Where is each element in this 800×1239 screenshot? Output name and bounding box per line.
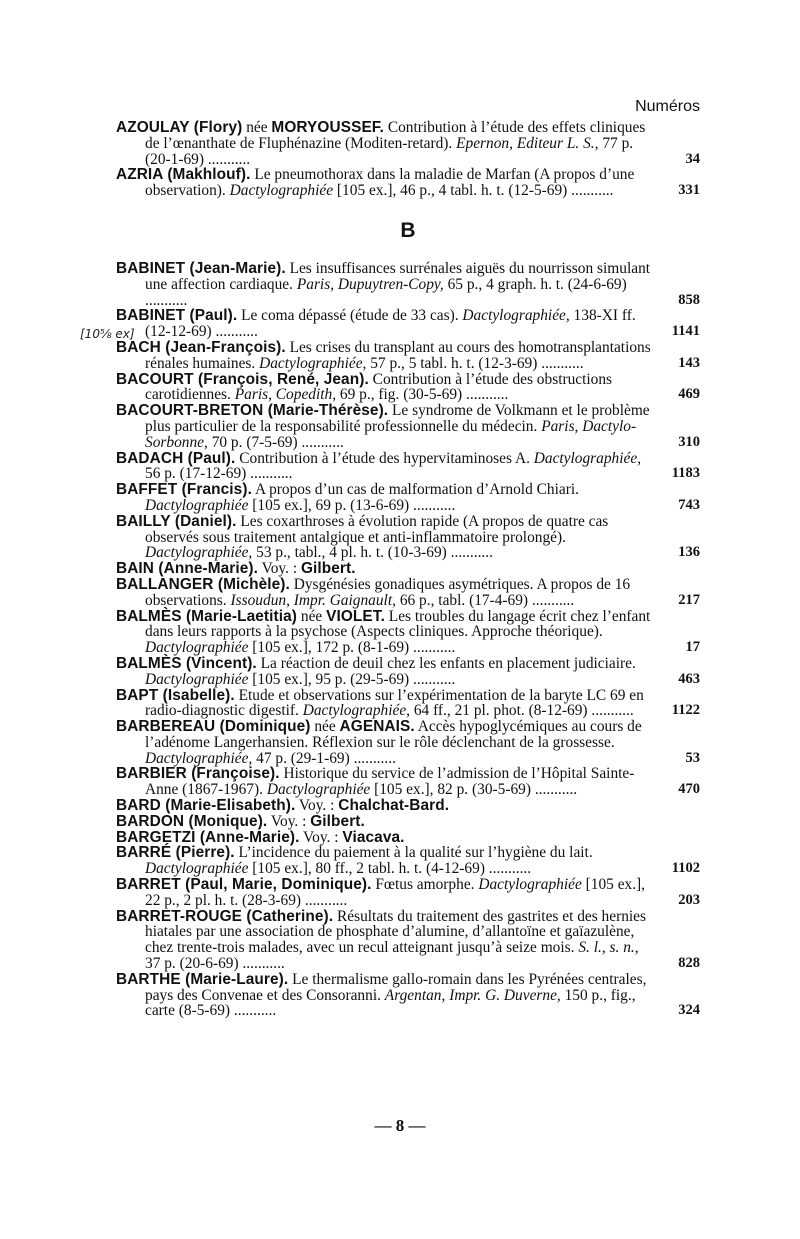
author-name: BARDON (Monique).: [116, 812, 268, 830]
entry-text: [116, 482, 700, 514]
pagination-date: 69 p., fig. (30-5-69): [336, 386, 463, 404]
bibliography-entry: [116, 577, 700, 609]
author-name: AZOULAY (Flory): [116, 119, 243, 136]
pagination-date: 70 p. (7-5-69): [207, 433, 298, 451]
thesis-title: Les coxarthroses à évolution rapide (A propos de quatre cas observés sous traitement antalgique et anti-inflammatoire prolongé).: [145, 512, 609, 546]
pagination-date: 77 p. (20-1-69): [145, 134, 634, 168]
bibliography-entry: [116, 719, 700, 766]
publisher: S. l., s. n.,: [578, 939, 639, 957]
entry-number: 1141: [671, 323, 700, 340]
leader-dots: ...........: [462, 386, 509, 404]
author-nee: née: [297, 607, 327, 625]
thesis-title: Etude et observations sur l’expérimentation de la baryte LC 69 en radio-diagnostic digestif.: [145, 686, 644, 720]
entry-number: 203: [678, 891, 700, 908]
entry-text: [116, 814, 700, 830]
pagination-date: [105 ex.], 80 ff., 2 tabl. h. t. (4-12-69): [248, 860, 485, 878]
entries-list-b: [116, 261, 700, 1019]
see-reference: Gilbert.: [310, 812, 365, 830]
entry-number: 1183: [671, 465, 700, 482]
entry-text: [116, 561, 700, 577]
author-name: BARRET-ROUGE (Catherine).: [116, 907, 334, 925]
thesis-title: Voy. :: [267, 812, 311, 830]
leader-dots: ...........: [230, 1002, 277, 1020]
pagination-date: 65 p., 4 graph. h. t. (24-6-69): [443, 275, 627, 293]
entry-text: [116, 167, 700, 199]
publisher: Dactylographiée,: [533, 449, 642, 467]
bibliography-entry: [116, 972, 700, 1019]
entry-text: [116, 403, 700, 450]
entry-number: 143: [678, 354, 700, 371]
publisher: Dactylographiée: [145, 670, 249, 688]
thesis-title: A propos d’un cas de malformation d’Arnold Chiari.: [251, 481, 579, 499]
publisher: Dactylographiée: [145, 860, 249, 878]
bibliography-entry: [116, 261, 700, 308]
entry-text: [116, 514, 700, 561]
entry-text: [116, 120, 700, 167]
leader-dots: ...........: [567, 182, 614, 200]
publisher: Dactylographiée,: [302, 702, 410, 720]
author-name: BARD (Marie-Elisabeth).: [116, 797, 296, 815]
author-name: BAIN (Anne-Marie).: [116, 560, 259, 578]
publisher: Paris, Dactylo-Sorbonne,: [145, 417, 637, 451]
entry-number: 136: [678, 544, 700, 561]
publisher: Dactylographiée: [145, 496, 249, 514]
bibliography-entry: [116, 766, 700, 798]
pagination-date: 53 p., tabl., 4 pl. h. t. (10-3-69): [252, 544, 447, 562]
thesis-title: Les crises du transplant au cours des homotransplantations rénales humaines.: [145, 338, 651, 372]
leader-dots: ...........: [246, 465, 293, 483]
entry-text: [116, 798, 700, 814]
publisher: Dactylographiée: [266, 781, 371, 799]
author-name: BARGETZI (Anne-Marie).: [116, 828, 300, 846]
bibliography-entry: [116, 814, 700, 830]
leader-dots: ...........: [211, 323, 258, 341]
entry-text: [116, 972, 700, 1019]
entry-number: 53: [685, 749, 700, 766]
author-name: BAPT (Isabelle).: [116, 686, 235, 704]
author-name: BABINET (Jean-Marie).: [116, 259, 286, 277]
see-reference: Chalchat-Bard.: [338, 797, 450, 815]
entry-number: 470: [678, 781, 700, 798]
entry-number: 743: [678, 496, 700, 513]
thesis-title: Le thermalisme gallo-romain dans les Pyrénées centrales, pays des Convenae et des Consoranni.: [145, 970, 647, 1004]
thesis-title: La réaction de deuil chez les enfants en placement judiciaire.: [256, 654, 636, 672]
leader-dots: ...........: [528, 591, 575, 609]
pagination-date: 138-XI ff. (12-12-69): [145, 307, 636, 341]
leader-dots: ...........: [530, 781, 578, 799]
author-name: BACOURT (François, René, Jean).: [116, 370, 369, 388]
section-letter: B: [400, 218, 416, 242]
author-nee: née: [310, 718, 340, 736]
bibliography-entry: [116, 845, 700, 877]
thesis-title: Historique du service de l’admission de l’Hôpital Sainte-Anne (1867-1967).: [145, 765, 635, 799]
publisher: Dactylographiée: [478, 876, 582, 894]
pagination-date: 37 p. (20-6-69): [145, 955, 239, 973]
entry-text: [116, 877, 700, 909]
maiden-name: VIOLET.: [326, 607, 385, 625]
author-name: BALMÈS (Marie-Laetitia): [116, 607, 298, 625]
entry-number: 310: [678, 433, 700, 450]
entry-text: [116, 830, 700, 846]
entry-text: [116, 372, 700, 404]
leader-dots: ...........: [301, 891, 348, 909]
bibliography-entry: [116, 877, 700, 909]
publisher: Epernon, Editeur L. S.,: [456, 134, 599, 152]
pagination-date: 64 ff., 21 pl. phot. (8-12-69): [410, 702, 588, 720]
thesis-title: L’incidence du paiement à la qualité sur l’hygiène du lait.: [234, 844, 593, 862]
thesis-title: Voy. :: [299, 828, 343, 846]
publisher: Dactylographiée: [229, 182, 334, 200]
pagination-date: 66 p., tabl. (17-4-69): [395, 591, 529, 609]
author-name: BADACH (Paul).: [116, 449, 236, 467]
leader-dots: ...........: [409, 496, 456, 514]
page-body: [116, 120, 700, 1019]
entry-number: 324: [678, 1002, 700, 1019]
bibliography-entry: [116, 451, 700, 483]
publisher: Paris, Dupuytren-Copy,: [296, 275, 444, 293]
entry-number: 1122: [671, 702, 700, 719]
leader-dots: ...........: [409, 670, 456, 688]
leader-dots: ...........: [409, 639, 456, 657]
entry-text: [116, 577, 700, 609]
bibliography-entry: [116, 798, 700, 814]
bibliography-entry: [116, 830, 700, 846]
leader-dots: ...........: [484, 860, 532, 878]
pagination-date: 56 p. (17-12-69): [145, 465, 247, 483]
thesis-title: Fœtus amorphe.: [371, 876, 479, 894]
author-name: BARTHE (Marie-Laure).: [116, 970, 289, 988]
maiden-name: AGENAIS.: [339, 718, 415, 736]
thesis-title: Contribution à l’étude des hypervitaminoses A.: [235, 449, 534, 467]
thesis-title: Contribution à l’étude des effets cliniques de l’œnanthate de Fluphénazine (Moditen-retard).: [145, 119, 646, 152]
bibliography-entry: [116, 167, 700, 199]
publisher: Paris, Copedith,: [234, 386, 337, 404]
pagination-date: [105 ex.], 69 p. (13-6-69): [248, 496, 410, 514]
author-name: BABINET (Paul).: [116, 307, 238, 325]
author-name: BARRÉ (Pierre).: [116, 844, 235, 862]
bibliography-entry: [116, 340, 700, 372]
entry-text: [116, 719, 700, 766]
bibliography-entry: [116, 514, 700, 561]
see-reference: Gilbert.: [300, 560, 356, 578]
page-number: — 8 —: [374, 1116, 426, 1135]
page-header: Numéros: [635, 98, 700, 115]
entry-text: [116, 451, 700, 483]
thesis-title: Voy. :: [258, 560, 301, 578]
entry-number: 1102: [671, 860, 700, 877]
bibliography-entry: [116, 909, 700, 972]
publisher: Issoudun, Impr. Gaignault,: [230, 591, 396, 609]
maiden-name: MORYOUSSEF.: [271, 119, 384, 136]
author-name: AZRIA (Makhlouf).: [116, 166, 251, 184]
author-name: BAFFET (Francis).: [116, 481, 252, 499]
entry-text: [116, 766, 700, 798]
bibliography-entry: [116, 656, 700, 688]
leader-dots: ...........: [145, 291, 188, 309]
publisher: Argentan, Impr. G. Duverne,: [384, 986, 561, 1004]
pagination-date: [105 ex.], 22 p., 2 pl. h. t. (28-3-69): [145, 876, 646, 909]
entry-number: 463: [678, 670, 700, 687]
bibliography-entry: [116, 609, 700, 656]
author-nee: née: [242, 119, 272, 136]
author-name: BACOURT-BRETON (Marie-Thérèse).: [116, 402, 389, 420]
entry-number: 469: [678, 386, 700, 403]
entry-number: 217: [678, 591, 700, 608]
bibliography-entry: [116, 120, 700, 167]
author-name: BARBIER (Françoise).: [116, 765, 280, 783]
pagination-date: [105 ex.], 82 p. (30-5-69): [370, 781, 531, 799]
pagination-date: [105 ex.], 95 p. (29-5-69): [248, 670, 410, 688]
thesis-title: Contribution à l’étude des obstructions carotidiennes.: [145, 370, 613, 404]
author-name: BACH (Jean-François).: [116, 338, 286, 356]
entry-text: [116, 261, 700, 308]
publisher: Dactylographiée,: [145, 749, 253, 767]
entry-text: [116, 656, 700, 688]
leader-dots: ...........: [587, 702, 634, 720]
entry-number: 34: [685, 150, 700, 167]
entry-text: [116, 845, 700, 877]
author-name: BALLANGER (Michèle).: [116, 575, 290, 593]
entry-number: 858: [678, 291, 700, 308]
bibliography-entry: [116, 561, 700, 577]
author-name: BARRET (Paul, Marie, Dominique).: [116, 876, 372, 894]
publisher: Dactylographiée,: [145, 544, 253, 562]
leader-dots: ...........: [297, 433, 344, 451]
bibliography-entry: [116, 688, 700, 720]
thesis-title: Accès hypoglycémiques au cours de l’adénome Langerhansien. Réflexion sur le rôle déclenchant de la grossesse.: [145, 718, 642, 751]
thesis-title: Le syndrome de Volkmann et le problème plus particulier de la responsabilité professionnelle du médecin.: [145, 402, 650, 435]
author-name: BAILLY (Daniel).: [116, 512, 237, 530]
margin-annotation: [10⅝ ex]: [80, 327, 135, 341]
entry-number: 331: [678, 182, 700, 199]
leader-dots: ...........: [203, 150, 251, 168]
pagination-date: 150 p., fig., carte (8-5-69): [145, 986, 636, 1020]
entry-text: [116, 909, 700, 972]
author-name: BARBEREAU (Dominique): [116, 718, 311, 736]
pagination-date: [105 ex.], 46 p., 4 tabl. h. t. (12-5-69): [333, 182, 568, 200]
bibliography-entry: [116, 482, 700, 514]
publisher: Dactylographiée,: [462, 307, 570, 325]
leader-dots: ...........: [349, 749, 396, 767]
thesis-title: Les insuffisances surrénales aiguës du nourrisson simulant une affection cardiaque.: [145, 259, 651, 293]
thesis-title: Les troubles du langage écrit chez l’enfant dans leurs rapports à la psychose (Aspects cliniques. Approche théorique).: [145, 607, 651, 641]
leader-dots: ...........: [537, 354, 584, 372]
bibliography-entry: [116, 403, 700, 450]
thesis-title: Résultats du traitement des gastrites et des hernies hiatales par une association de phosphate d’alumine, d’allantoïne et gaïazulène, chez trente-trois malades, avec un recul atteignant jusqu’à seize mois.: [145, 907, 647, 957]
bibliography-entry: [116, 308, 700, 340]
publisher: Dactylographiée,: [259, 354, 367, 372]
pagination-date: 47 p. (29-1-69): [252, 749, 350, 767]
leader-dots: ...........: [238, 955, 285, 973]
leader-dots: ...........: [446, 544, 493, 562]
entry-text: [116, 609, 700, 656]
entry-text: [116, 340, 700, 372]
entry-number: 828: [678, 955, 700, 972]
entry-text: [116, 308, 700, 340]
bibliography-entry: [116, 372, 700, 404]
entries-list-a: [116, 120, 700, 199]
entry-number: 17: [685, 639, 700, 656]
entry-text: [116, 688, 700, 720]
thesis-title: Dysgénésies gonadiques asymétriques. A propos de 16 observations.: [145, 575, 631, 609]
publisher: Dactylographiée: [145, 639, 249, 657]
thesis-title: Le pneumothorax dans la maladie de Marfan (A propos d’une observation).: [145, 166, 635, 200]
author-name: BALMÈS (Vincent).: [116, 654, 257, 672]
see-reference: Viacava.: [342, 828, 405, 846]
thesis-title: Le coma dépassé (étude de 33 cas).: [237, 307, 463, 325]
pagination-date: [105 ex.], 172 p. (8-1-69): [248, 639, 410, 657]
pagination-date: 57 p., 5 tabl. h. t. (12-3-69): [366, 354, 538, 372]
thesis-title: Voy. :: [295, 797, 339, 815]
